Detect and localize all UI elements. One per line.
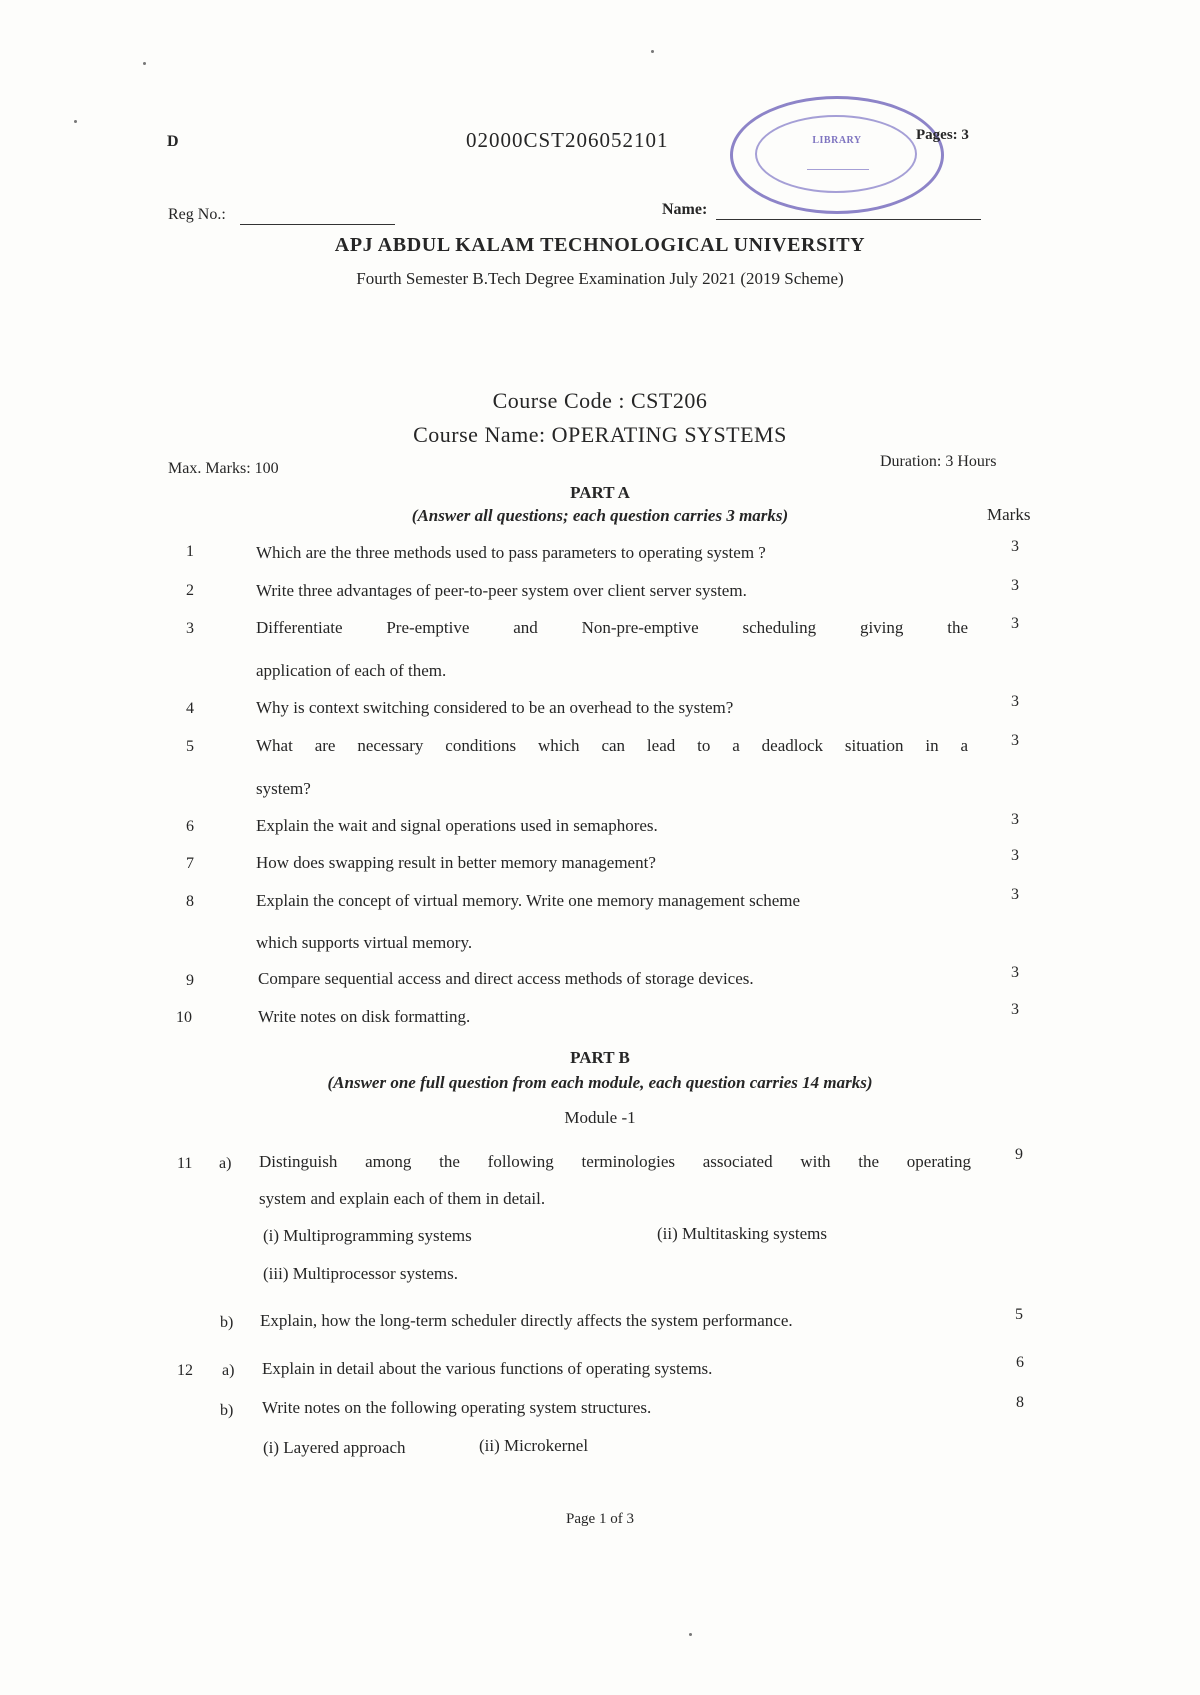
question-number: 12 (177, 1362, 193, 1379)
question-text: Explain the wait and signal operations used in semaphores. (256, 816, 658, 835)
reg-no-field (240, 224, 395, 225)
question-text: Which are the three methods used to pass parameters to operating system ? (256, 543, 766, 562)
question-marks: 8 (1016, 1394, 1024, 1411)
course-name: Course Name: OPERATING SYSTEMS (413, 422, 787, 447)
exam-title: Fourth Semester B.Tech Degree Examination July 2021 (2019 Scheme) (356, 269, 844, 288)
page-count: Pages: 3 (916, 127, 969, 143)
library-stamp (730, 96, 944, 214)
question-marks: 3 (1011, 615, 1019, 632)
reg-no-label: Reg No.: (168, 206, 226, 223)
sub-question-label: a) (219, 1155, 232, 1172)
module-heading: Module -1 (564, 1108, 636, 1127)
part-a-title: PART A (570, 483, 630, 502)
question-marks: 3 (1011, 577, 1019, 594)
sub-question-label: b) (220, 1314, 234, 1331)
question-text: Explain the concept of virtual memory. Write one memory management scheme (256, 891, 801, 910)
question-marks: 3 (1011, 693, 1019, 710)
option-item: (i) Multiprogramming systems (263, 1226, 472, 1245)
question-set-code: D (167, 133, 179, 150)
question-number: 3 (186, 620, 194, 637)
question-text: Write three advantages of peer-to-peer system over client server system. (256, 581, 747, 600)
question-text-continued: system and explain each of them in detail. (259, 1189, 546, 1208)
question-number: 2 (186, 582, 194, 599)
course-code: Course Code : CST206 (492, 388, 708, 413)
question-text: Distinguish among the following terminologies associated with the operating (259, 1152, 971, 1171)
question-number: 11 (177, 1155, 193, 1172)
part-b-title: PART B (570, 1048, 630, 1067)
question-text: Write notes on the following operating system structures. (262, 1398, 652, 1417)
question-marks: 3 (1011, 847, 1019, 864)
duration: Duration: 3 Hours (880, 453, 997, 470)
scan-speck (689, 1633, 692, 1636)
part-a-instruction: (Answer all questions; each question carries 3 marks) (411, 506, 789, 525)
name-label: Name: (662, 201, 708, 218)
question-text: Explain in detail about the various functions of operating systems. (262, 1359, 713, 1378)
library-stamp-inner-ring (755, 115, 917, 193)
max-marks: Max. Marks: 100 (168, 460, 279, 477)
scan-speck (74, 120, 77, 123)
question-marks: 9 (1015, 1146, 1023, 1163)
question-text: How does swapping result in better memory management? (256, 853, 656, 872)
question-number: 7 (186, 855, 194, 872)
page-footer: Page 1 of 3 (566, 1511, 634, 1527)
option-item: (i) Layered approach (263, 1438, 406, 1457)
question-number: 8 (186, 893, 194, 910)
question-number: 6 (186, 818, 194, 835)
sub-question-label: a) (222, 1362, 235, 1379)
question-number: 10 (176, 1009, 192, 1026)
question-text-continued: application of each of them. (256, 661, 447, 680)
scan-speck (143, 62, 146, 65)
question-marks: 5 (1015, 1306, 1023, 1323)
library-stamp-text: LIBRARY (812, 135, 862, 146)
name-field (716, 219, 981, 220)
question-text: Compare sequential access and direct access methods of storage devices. (258, 969, 754, 988)
option-item: (ii) Multitasking systems (657, 1224, 827, 1243)
question-text-continued: which supports virtual memory. (256, 933, 473, 952)
question-number: 5 (186, 738, 194, 755)
part-b-instruction: (Answer one full question from each module, each question carries 14 marks) (327, 1073, 873, 1092)
question-text: Differentiate Pre-emptive and Non-pre-emptive scheduling giving the (256, 618, 968, 637)
question-text: Write notes on disk formatting. (258, 1007, 471, 1026)
question-number: 9 (186, 972, 194, 989)
scan-speck (651, 50, 654, 53)
question-text: Explain, how the long-term scheduler directly affects the system performance. (260, 1311, 793, 1330)
question-text-continued: system? (256, 779, 311, 798)
question-text: What are necessary conditions which can lead to a deadlock situation in a (256, 736, 968, 755)
question-number: 4 (186, 700, 194, 717)
question-marks: 3 (1011, 732, 1019, 749)
question-marks: 3 (1011, 964, 1019, 981)
university-name: APJ ABDUL KALAM TECHNOLOGICAL UNIVERSITY (334, 234, 866, 256)
question-marks: 3 (1011, 538, 1019, 555)
question-marks: 3 (1011, 1001, 1019, 1018)
question-paper-code: 02000CST206052101 (466, 128, 669, 152)
question-marks: 6 (1016, 1354, 1024, 1371)
question-marks: 3 (1011, 811, 1019, 828)
question-number: 1 (186, 543, 194, 560)
library-stamp-line (807, 169, 869, 170)
option-item: (iii) Multiprocessor systems. (263, 1264, 459, 1283)
option-item: (ii) Microkernel (479, 1436, 589, 1455)
sub-question-label: b) (220, 1402, 234, 1419)
question-marks: 3 (1011, 886, 1019, 903)
question-text: Why is context switching considered to be an overhead to the system? (256, 698, 734, 717)
marks-column-header: Marks (987, 505, 1031, 524)
